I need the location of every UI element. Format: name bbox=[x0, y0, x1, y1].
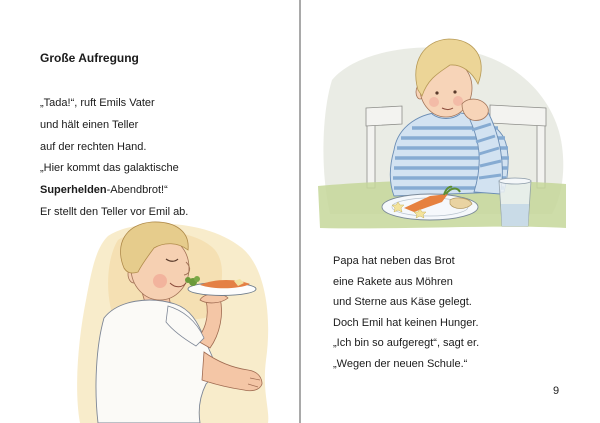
water bbox=[501, 204, 529, 226]
glass-rim bbox=[499, 178, 531, 184]
water-glass bbox=[499, 178, 531, 226]
story-line: Papa hat neben das Brot bbox=[333, 255, 455, 267]
story-line bbox=[40, 180, 188, 202]
cheek bbox=[453, 96, 463, 106]
story-line: „Hier kommt das galaktische bbox=[40, 162, 179, 175]
story-line: auf der rechten Hand. bbox=[40, 140, 147, 153]
story-line: Er stellt den Teller vor Emil ab. bbox=[40, 205, 189, 218]
story-line: „Tada!“, ruft Emils Vater bbox=[40, 97, 155, 109]
story-line: und hält einen Teller bbox=[40, 118, 139, 131]
story-line: „Ich bin so aufgeregt“, sagt er. bbox=[333, 337, 480, 349]
story-line: Doch Emil hat keinen Hunger. bbox=[333, 316, 479, 329]
story-line: „Wegen der neuen Schule.“ bbox=[333, 357, 468, 370]
story-text bbox=[333, 251, 479, 374]
broccoli bbox=[194, 276, 200, 282]
line-rest: -Abendbrot!“ bbox=[106, 184, 168, 197]
story-text bbox=[40, 93, 188, 224]
left-page bbox=[0, 0, 299, 423]
eye-right bbox=[453, 90, 456, 93]
broccoli bbox=[185, 277, 191, 283]
bold-word: Superhelden bbox=[40, 184, 107, 197]
eye-left bbox=[435, 91, 438, 94]
chair-back-right bbox=[490, 105, 546, 126]
right-page bbox=[301, 0, 600, 423]
story-line: eine Rakete aus Möhren bbox=[333, 275, 453, 288]
cheek bbox=[153, 274, 167, 288]
chair-back-left bbox=[366, 106, 402, 126]
page-number: 9 bbox=[553, 385, 560, 397]
chapter-title: Große Aufregung bbox=[40, 51, 139, 65]
story-line: und Sterne aus Käse gelegt. bbox=[333, 296, 472, 308]
cheek bbox=[429, 97, 439, 107]
